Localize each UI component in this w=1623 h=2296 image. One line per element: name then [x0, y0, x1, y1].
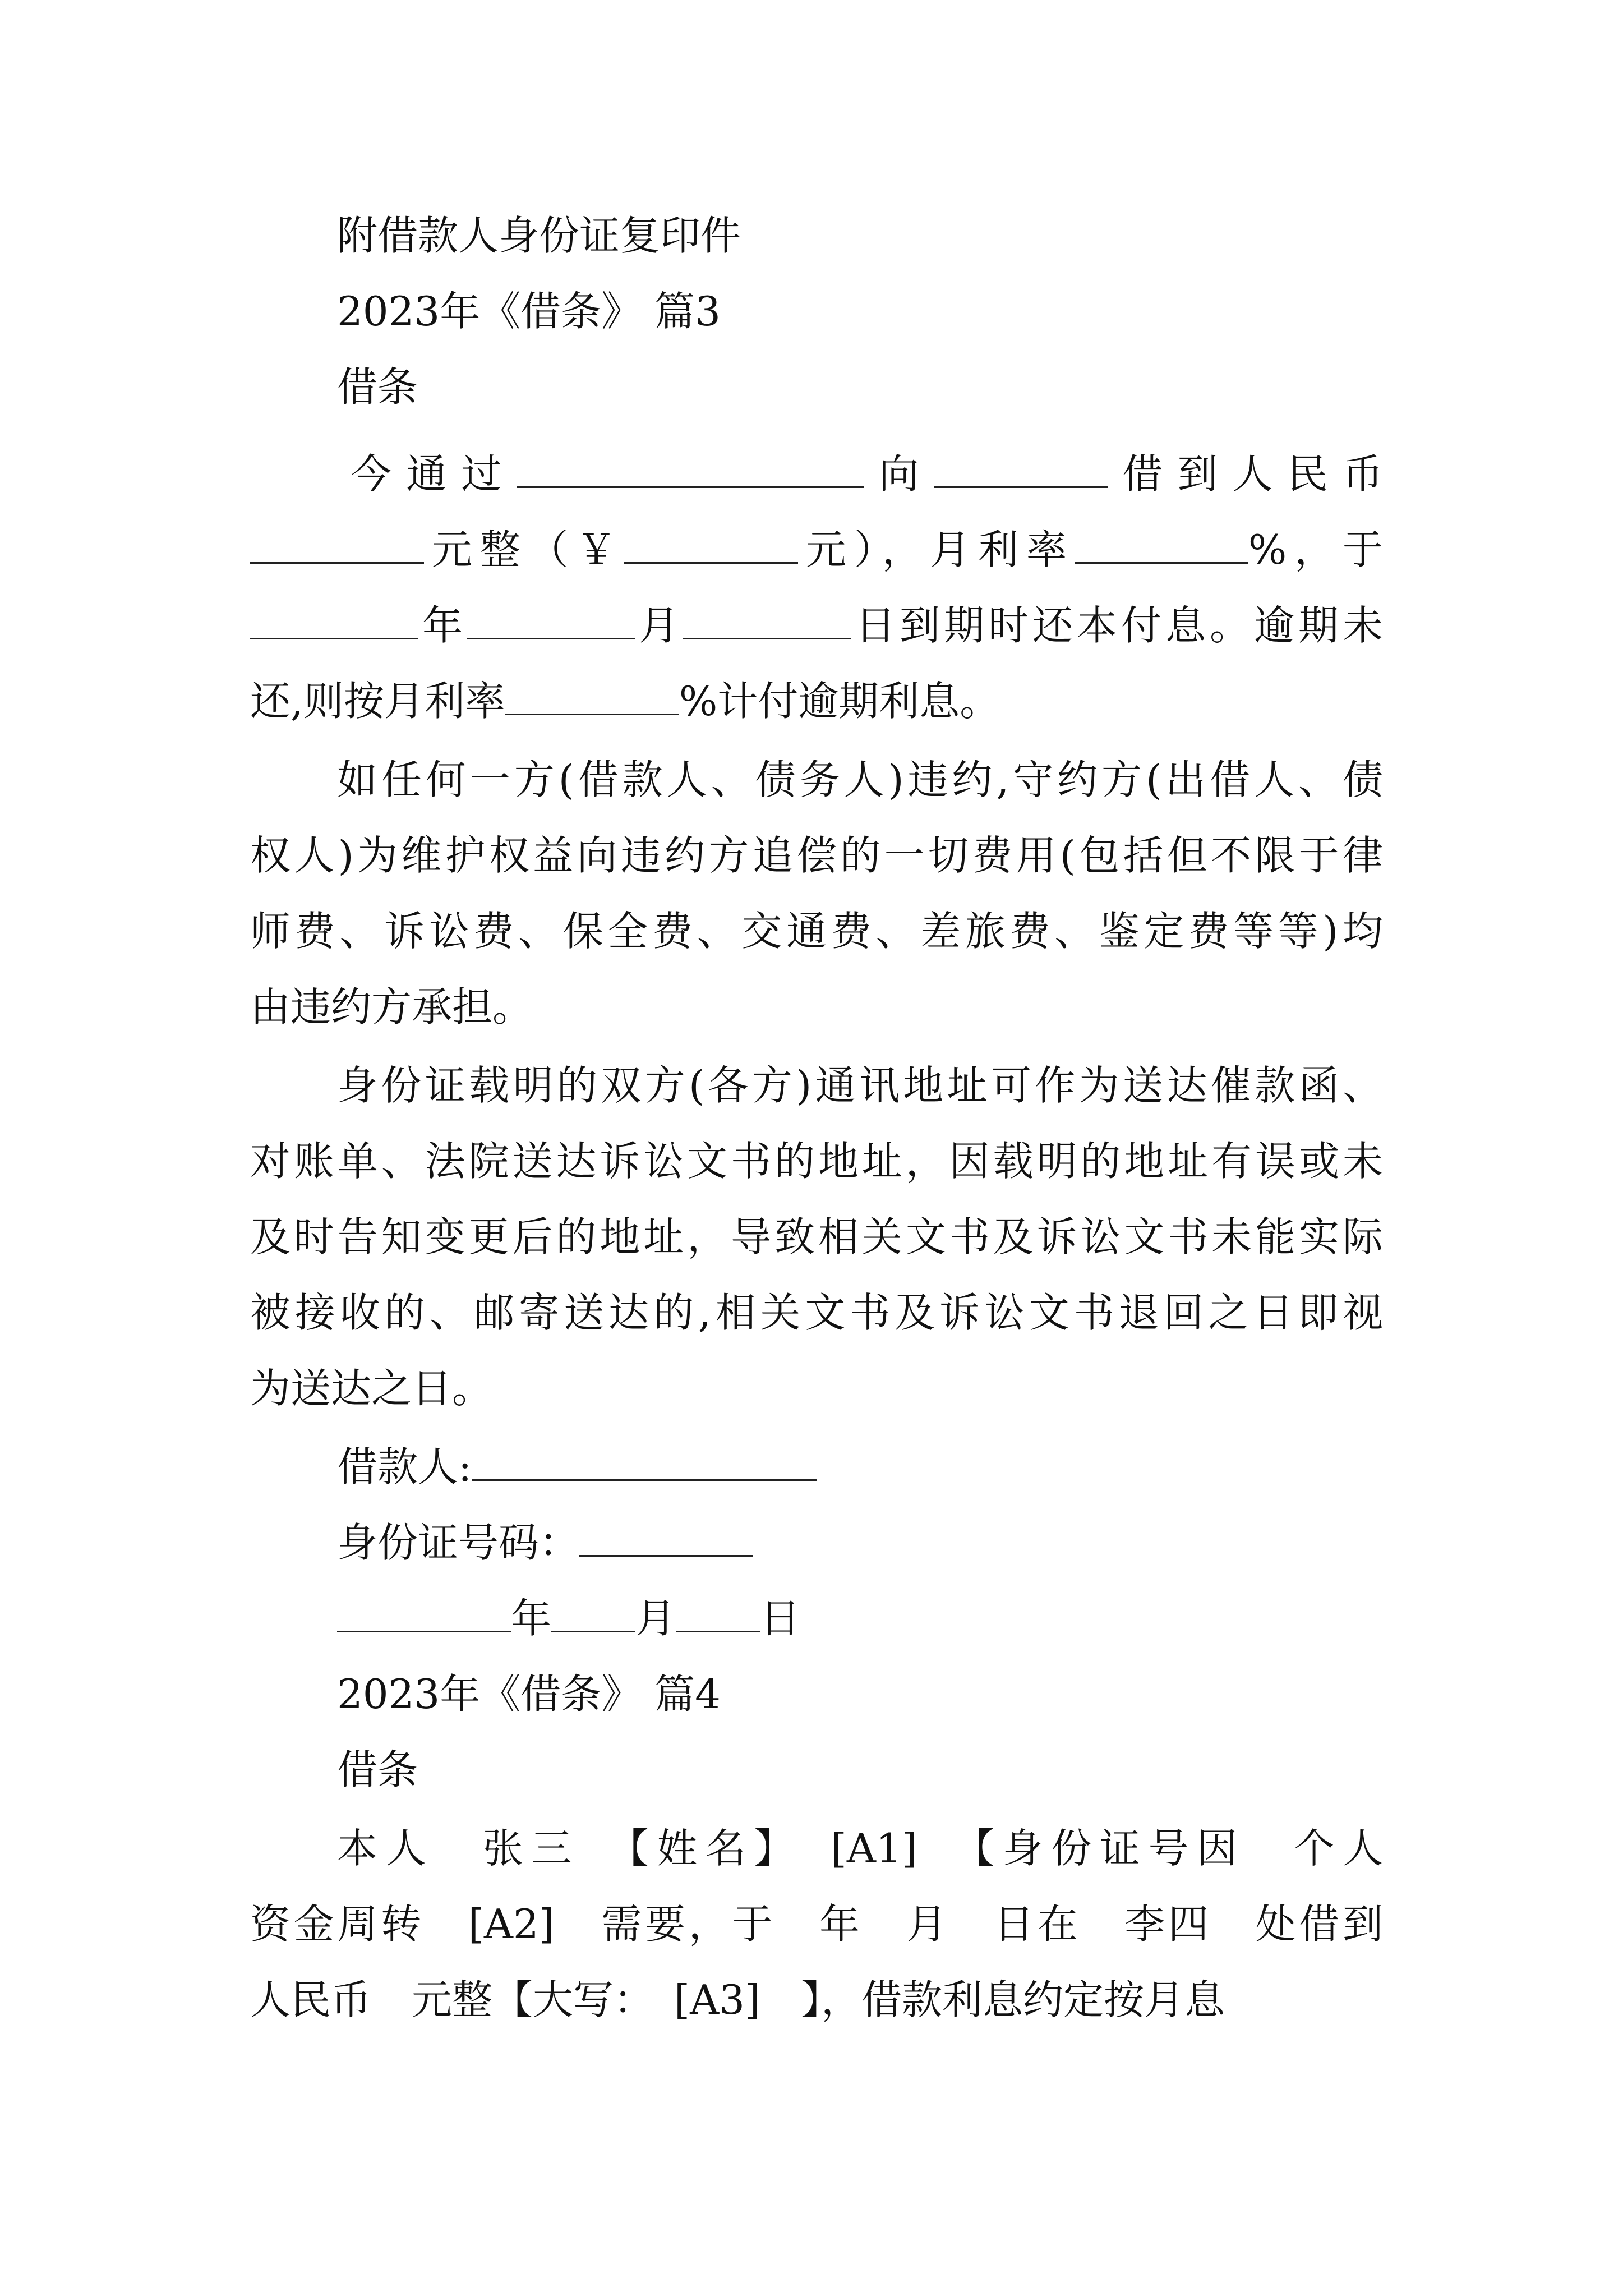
- paragraph-line: 资金周转 [A2] 需要，于 年 月 日在 李四 处借到: [250, 1901, 1383, 1948]
- line-text: 元整（￥: [424, 526, 625, 573]
- paragraph-line: 被接收的、邮寄送达的,相关文书及诉讼文书退回之日即视: [250, 1289, 1383, 1336]
- line-text: 月: [635, 602, 683, 649]
- paragraph-line: 及时告知变更后的地址，导致相关文书及诉讼文书未能实际: [250, 1213, 1383, 1260]
- id-number-line: [337, 1515, 1383, 1571]
- month-label: 月: [635, 1595, 676, 1642]
- line-text: 借到人民币: [1108, 450, 1383, 498]
- month-blank: [551, 1591, 635, 1632]
- line-text: 元），月利率: [798, 526, 1075, 573]
- blank-field: [250, 523, 424, 564]
- borrower-line: [337, 1439, 1383, 1495]
- line-text: %计付逾期利息。: [679, 678, 1000, 725]
- paragraph-line: 师费、诉讼费、保全费、交通费、差旅费、鉴定费等等)均: [250, 908, 1383, 955]
- document-title: 借条: [337, 1746, 418, 1793]
- paragraph-line: 人民币 元整【大写： [A3] 】，借款利息约定按月息: [250, 1976, 1225, 2023]
- blank-field: [517, 447, 864, 488]
- paragraph-line: 对账单、法院送达诉讼文书的地址，因载明的地址有误或未: [250, 1138, 1383, 1185]
- year-blank: [337, 1591, 511, 1632]
- blank-field: [505, 674, 679, 715]
- line-text: 年: [418, 602, 467, 649]
- line-text: 向: [864, 450, 934, 498]
- blank-field: [683, 599, 851, 639]
- blank-field: [934, 447, 1108, 488]
- paragraph-line: [351, 446, 1383, 502]
- year-label: 年: [511, 1595, 552, 1642]
- paragraph-line: 身份证载明的双方(各方)通讯地址可作为送达催款函、: [337, 1062, 1383, 1109]
- line-text: 日到期时还本付息。逾期未: [851, 602, 1383, 649]
- date-line: [337, 1590, 1383, 1646]
- attachment-note: 附借款人身份证复印件: [337, 212, 741, 259]
- blank-field: [1075, 523, 1248, 564]
- id-number-label: 身份证号码：: [337, 1519, 580, 1566]
- line-text: 还,则按月利率: [250, 678, 505, 725]
- day-label: 日: [760, 1595, 801, 1642]
- id-number-blank: [579, 1516, 753, 1557]
- paragraph-line: 由违约方承担。: [250, 983, 533, 1030]
- paragraph-line: [250, 673, 1383, 729]
- paragraph-line: 本人 张三 【姓名】 [A1] 【身份证号因 个人: [337, 1825, 1383, 1872]
- paragraph-line: 如任何一方(借款人、债务人)违约,守约方(出借人、债: [337, 756, 1383, 803]
- line-text: 今通过: [351, 450, 517, 498]
- paragraph-line: 权人)为维护权益向违约方追偿的一切费用(包括但不限于律: [250, 832, 1383, 879]
- blank-field: [250, 599, 418, 639]
- line-text: %，于: [1248, 526, 1383, 573]
- borrower-blank: [472, 1440, 817, 1481]
- paragraph-line: [250, 597, 1383, 654]
- blank-field: [624, 523, 798, 564]
- section-heading: 2023年《借条》 篇4: [337, 1671, 721, 1718]
- day-blank: [676, 1591, 760, 1632]
- blank-field: [467, 599, 635, 639]
- paragraph-line: [250, 522, 1383, 578]
- document-title: 借条: [337, 364, 418, 411]
- paragraph-line: 为送达之日。: [250, 1365, 493, 1412]
- section-heading: 2023年《借条》 篇3: [337, 288, 721, 335]
- borrower-label: 借款人:: [337, 1443, 472, 1490]
